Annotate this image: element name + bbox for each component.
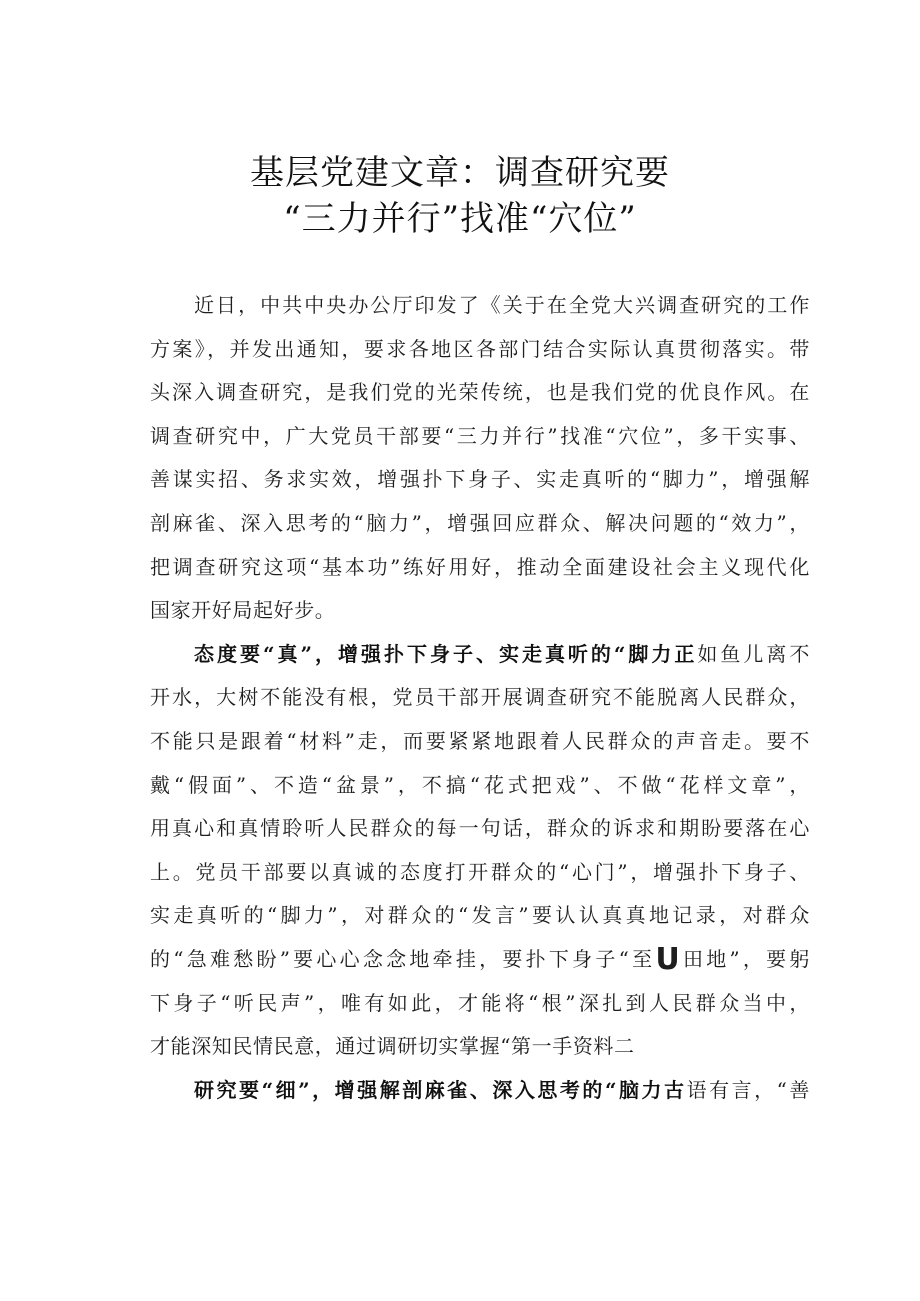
- paragraph-3-line-1-rest: 语有言，“善: [686, 1077, 811, 1102]
- paragraph-2-line-5: 用真心和真情聆听人民群众的每一句话，群众的诉求和期盼要落在心: [150, 816, 810, 841]
- paragraph-1-line-6: 剖麻雀、深入思考的“脑力”，增强回应群众、解决问题的“效力”，: [150, 510, 810, 535]
- paragraph-1-line-8: 国家开好局起好步。: [150, 598, 336, 623]
- paragraph-1-line-7: 把调查研究这项“基本功”练好用好，推动全面建设社会主义现代化: [150, 554, 810, 579]
- paragraph-3-heading: 研究要“细”，增强解剖麻雀、深入思考的“脑力古: [194, 1077, 687, 1102]
- paragraph-2-line-4: 戴“假面”、不造“盆景”，不搞“花式把戏”、不做“花样文章”，: [150, 772, 810, 797]
- paragraph-2-line-2: 开水，大树不能没有根，党员干部开展调查研究不能脱离人民群众，: [150, 685, 810, 710]
- paragraph-1-line-2: 方案》，并发出通知，要求各地区各部门结合实际认真贯彻落实。带: [150, 336, 810, 361]
- paragraph-1-line-1: 近日，中共中央办公厅印发了《关于在全党大兴调查研究的工作: [194, 293, 810, 317]
- paragraph-2-line-9: 下身子“听民声”，唯有如此，才能将“根”深扎到人民群众当中，: [150, 990, 810, 1015]
- paragraph-2-line-10: 才能深知民情民意，通过调研切实掌握“第一手资料二: [150, 1034, 635, 1059]
- article-body: [150, 284, 810, 1112]
- paragraph-1-line-5: 善谋实招、务求实效，增强扑下身子、实走真听的“脚力”，增强解: [150, 467, 810, 492]
- paragraph-2-line-8: [150, 938, 810, 982]
- paragraph-2-line-1-rest: 如鱼儿离不: [697, 641, 811, 666]
- article-title: [0, 150, 920, 242]
- title-line-1: 基层党建文章：调查研究要: [250, 153, 670, 193]
- paragraph-2-line-7: 实走真听的“脚力”，对群众的“发言”要认认真真地记录，对群众: [150, 903, 810, 928]
- paragraph-2-heading: 态度要“真”，增强扑下身子、实走真听的“脚力正: [194, 641, 698, 666]
- paragraph-1-line-4: 调查研究中，广大党员干部要“三力并行”找准“穴位”，多干实事、: [150, 423, 810, 448]
- ocr-artifact-u-glyph: U: [655, 941, 681, 977]
- paragraph-1-line-3: 头深入调查研究，是我们党的光荣传统，也是我们党的优良作风。在: [150, 380, 810, 405]
- paragraph-2-line-6: 上。党员干部要以真诚的态度打开群众的“心门”，增强扑下身子、: [150, 859, 810, 884]
- paragraph-2-line-1: [150, 633, 810, 677]
- paragraph-2-line-8-part-a: 的“急难愁盼”要心心念念地牵挂，要扑下身子“至: [150, 946, 656, 971]
- paragraph-2-line-3: 不能只是跟着“材料”走，而要紧紧地跟着人民群众的声音走。要不: [150, 728, 810, 753]
- paragraph-3-line-1: [150, 1069, 810, 1113]
- paragraph-2-line-8-part-b: 田地”，要躬: [680, 946, 810, 971]
- title-line-2: “三力并行”找准“穴位”: [283, 199, 637, 239]
